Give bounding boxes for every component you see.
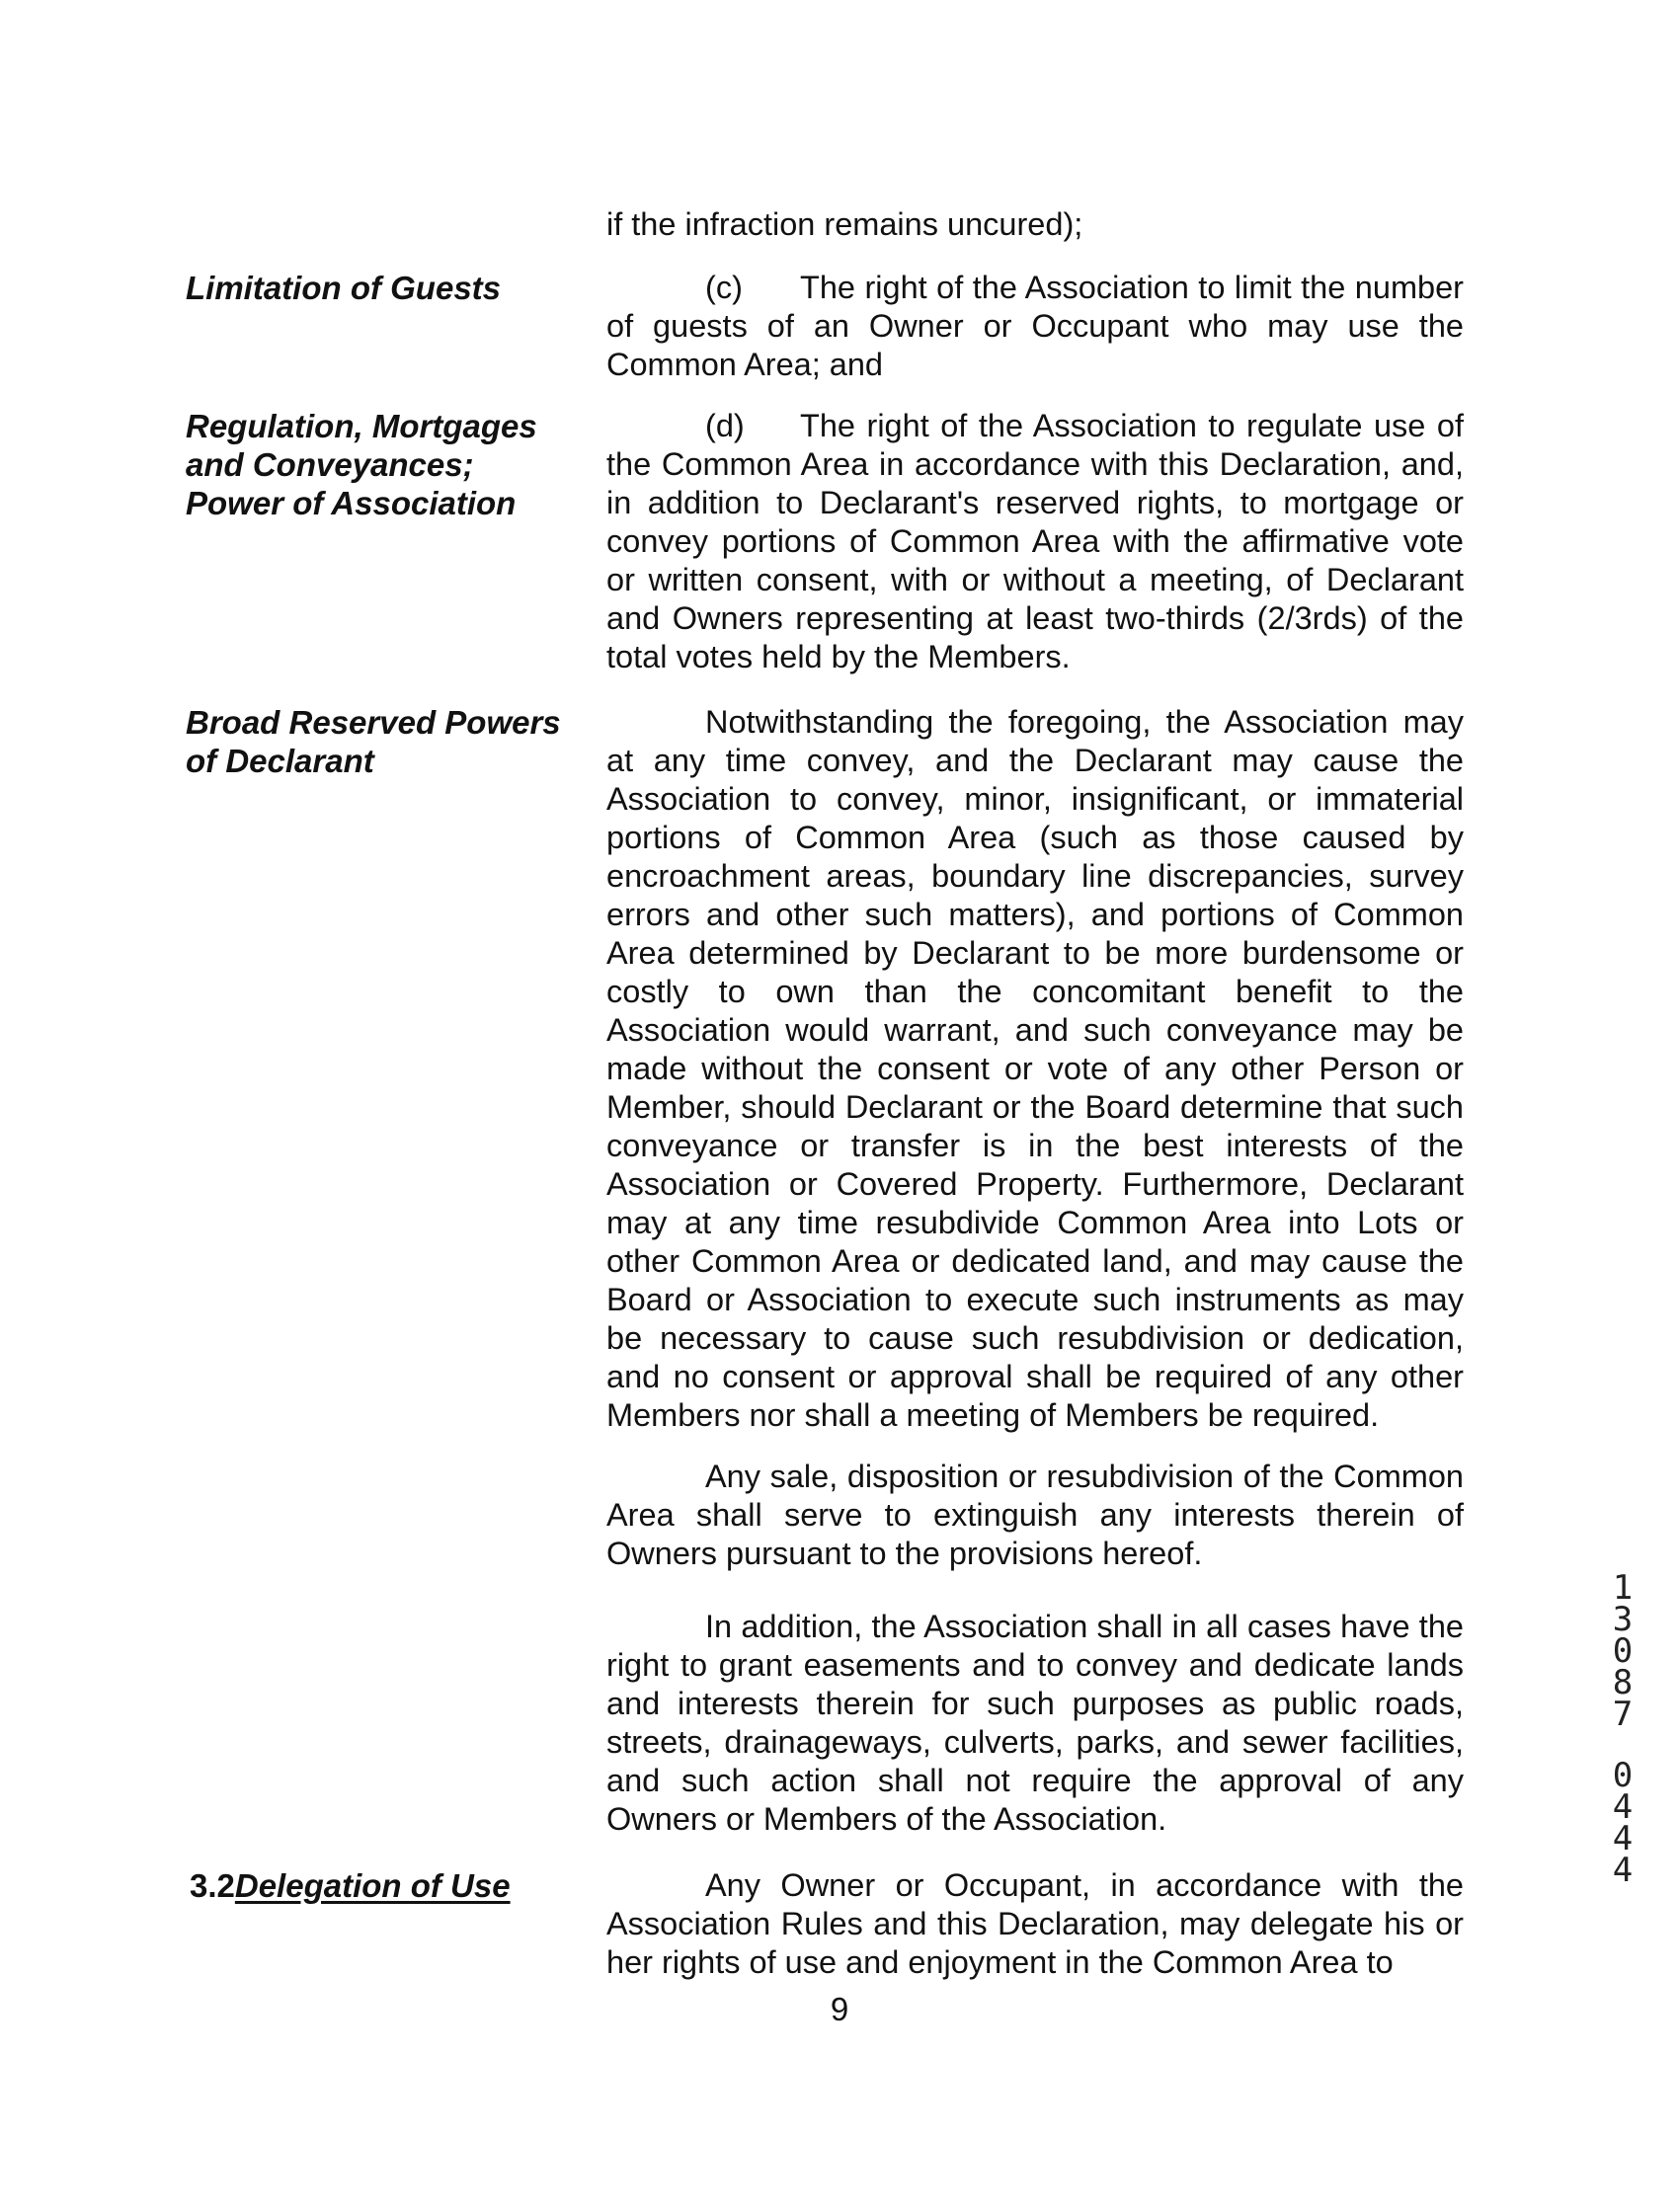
item-label-c: (c) (705, 270, 743, 305)
section-number: 3.2 (190, 1867, 235, 1904)
margin-heading-regulation (186, 407, 600, 522)
recording-stamp (1608, 1568, 1638, 1890)
paragraph-easements: In addition, the Association shall in all cases have the right to grant easements and to convey and dedicate lands and interests therein for such purposes as public roads, streets, drainageways, culverts, parks, and sewer facilities, and such action shall not require the approval of any Owners or Members of the Association. (606, 1609, 1464, 1837)
section-heading-3-2 (190, 1866, 511, 1905)
paragraph-d-text: The right of the Association to regulate use of the Common Area in accordance with this Declaration, and, in addition to Declarant's reserved rights, to mortgage or convey portions of Common Area with the affirmative vote or written consent, with or without a meeting, of Declarant and Owners representing at least two-thirds (2/3rds) of the total votes held by the Members. (606, 408, 1464, 674)
margin-heading-line: Regulation, Mortgages (186, 408, 537, 444)
item-label-d: (d) (705, 408, 745, 443)
paragraph-c (606, 269, 1464, 384)
section-title: Delegation of Use (234, 1867, 511, 1904)
page-number: 9 (830, 1991, 849, 2027)
paragraph-delegation-of-use: Any Owner or Occupant, in accordance with the Association Rules and this Declaration, may delegate his or her rights of use and enjoyment in the Common Area to (606, 1867, 1464, 1980)
recording-stamp-part2: 0444 (1612, 1756, 1634, 1890)
margin-heading-line: Broad Reserved Powers (186, 704, 561, 741)
paragraph-d (606, 407, 1464, 676)
paragraph-broad-powers: Notwithstanding the foregoing, the Association may at any time convey, and the Declarant may cause the Association to convey, minor, insignificant, or immaterial portions of Common Area (such as those caused by encroachment areas, boundary line discrepancies, survey errors and other such matters), and portions of Common Area determined by Declarant to be more burdensome or costly to own than the concomitant benefit to the Association would warrant, and such conveyance may be made without the consent or vote of any other Person or Member, should Declarant or the Board determine that such conveyance or transfer is in the best interests of the Association or Covered Property. Furthermore, Declarant may at any time resubdivide Common Area into Lots or other Common Area or dedicated land, and may cause the Board or Association to execute such instruments as may be necessary to cause such resubdivision or dedication, and no consent or approval shall be required of any other Members nor shall a meeting of Members be required. (606, 704, 1464, 1433)
margin-heading-broad-reserved-powers (186, 703, 600, 780)
continuation-text: if the infraction remains uncured); (606, 206, 1083, 242)
paragraph-sale: Any sale, disposition or resubdivision of the Common Area shall serve to extinguish any interests therein of Owners pursuant to the provisions hereof. (606, 1459, 1464, 1571)
margin-heading-line: of Declarant (186, 743, 374, 779)
margin-heading-line: Power of Association (186, 485, 517, 521)
margin-heading-limitation-of-guests: Limitation of Guests (186, 270, 502, 306)
paragraph-c-text: The right of the Association to limit the number of guests of an Owner or Occupant who may use the Common Area; and (606, 270, 1464, 382)
recording-stamp-part1: 13087 (1612, 1568, 1634, 1734)
margin-heading-line: and Conveyances; (186, 446, 474, 483)
